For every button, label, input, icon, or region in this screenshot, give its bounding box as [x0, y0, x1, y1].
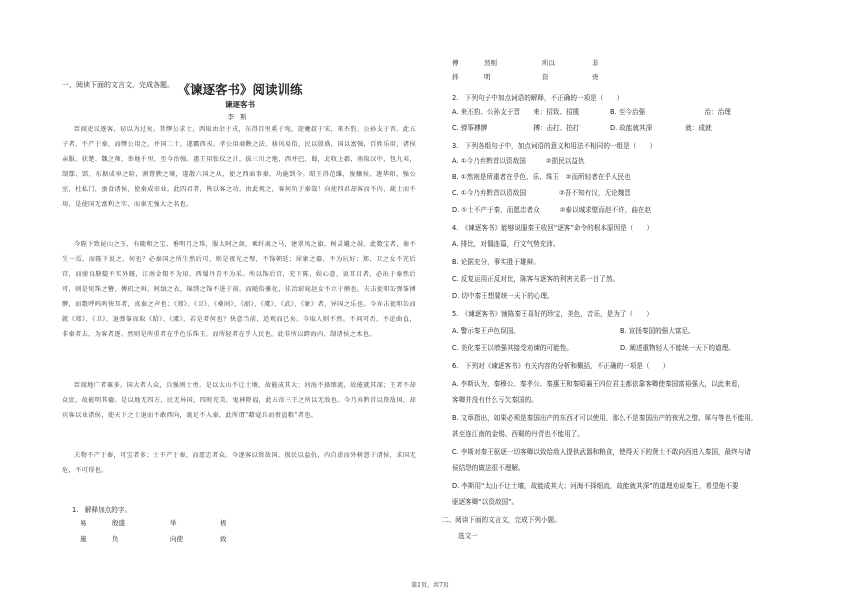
q5-option-d: D. 阐述重物轻人不能统一天下的道理。	[620, 344, 735, 352]
q1-stem: 1. 解释加点的字。	[72, 506, 132, 514]
q3-option-d: D. ①士不产于秦，而愿忠者众 ②泰以城求壁而赵不许，曲在赵	[452, 206, 652, 214]
q1-word: 殷盛	[112, 519, 125, 527]
passage-author: 李斯	[227, 113, 253, 121]
passage-paragraph-3: 臣闻地广者粟多，国大者人众，兵强则士勇。是以太山不让土壤，故能成其大；河海不择细流，故能就其深；王者不却众庶，故能明其德。是以地无四方，民无异国，四时充美，鬼神降福，此五帝三王之所以无敌也。今乃弃黔首以资敌国，却宾客以业诸侯，使天下之士退而不敢西向，裹足不入秦，此所谓“藉寇兵而赍盗粮”者也。	[62, 382, 416, 419]
q1-row-1	[80, 518, 260, 527]
passage-paragraph-1: 臣闻吏议逐客，窃以为过矣。昔缪公求士，西取由余于戎，东得百里奚于宛，迎蹇叔于宋，来丕豹、公孙支于晋。此五子者，不产于秦，而缪公用之，并国二十，遂霸西戎。孝公用商鞅之法，移风易俗，民以殷盛，国以富强，百姓乐用，诸侯亲服，获楚、魏之师，举地千里，至今治强。惠王用张仪之计，拔三川之地，西并巴、蜀，北收上郡，南取汉中，包九夷，制鄢、郢，东据成皋之险，割膏腴之壤，遂散六国之从，使之西面事秦，功施到今。昭王得范雎，废穰侯，逐华阳，强公室，杜私门，蚕食诸侯，使秦成帝业。此四君者，皆以客之功。由此观之，客何负于秦哉！向使四君却客而不内，疏士而不用，是使国无富利之实，而秦无强大之名也。	[62, 126, 416, 208]
q4-option-d: D. 切中秦王想要统一天下的心理。	[452, 292, 554, 300]
q2-option-a: A. 来丕豹、公孙支于晋 来：招致、招揽	[452, 108, 580, 116]
q6-option-d: D. 李斯用“太山不让土壤，故能成其大；河海不择细流，故能就其深”的道理劝说秦王，希望他不要	[452, 482, 739, 490]
q1-word: 举	[170, 519, 177, 527]
q3-option-a: A. ①今乃弃黔首以资敌国 ②损民以益仇	[452, 157, 585, 165]
q1-word: 极	[220, 519, 227, 527]
q1-word: 资	[542, 73, 549, 81]
q6-option-c: C. 李斯对秦王驱逐一切客卿以致给敌人提供武器和粮食，使得天下的贤士不敢向西进入秦国，最终与诸	[452, 448, 751, 456]
q6-option-a-cont: 客卿并没有什么亏欠秦国的。	[452, 396, 538, 404]
q1-word: 向使	[170, 535, 183, 543]
q1-word: 然则	[484, 59, 497, 67]
q1-word: 所以	[542, 59, 555, 67]
q1-word: 非	[592, 59, 599, 67]
q1-word: 择	[452, 73, 459, 81]
q2-option-d: D. 故能就其深 就：成就	[610, 124, 712, 132]
q1-word: 施	[80, 535, 87, 543]
q1-row-2	[80, 534, 260, 543]
q3-stem: 3. 下列各组句子中，加点词语的意义和用法不相同的一组是（ ）	[452, 142, 657, 150]
passage-title: 谏逐客书	[225, 100, 255, 109]
q6-option-c-cont: 侯结怨的做法很不理解。	[452, 464, 525, 472]
next-passage-label: 选文一	[458, 532, 478, 540]
q4-option-a: A. 排比，对偶连篇，行文气势充沛。	[452, 240, 560, 248]
q5-option-c: C. 美化秦王以增强其接受劝谏的可能性。	[452, 344, 573, 352]
q4-option-b: B. 论据充分，事实胜于雄辩。	[452, 258, 540, 266]
q5-option-a: A. 警示秦王声色误国。	[452, 327, 520, 335]
q2-stem: 2. 下列句子中加点词语的解释，不正确的一项是（ ）	[452, 94, 624, 102]
q1-word: 明	[484, 73, 491, 81]
page-title: 《谏逐客书》阅读训练	[177, 82, 303, 97]
q6-option-b: B. 文章指出，如果必须是秦国出产的东西才可以使用，那么不是秦国出产的夜光之璧、犀与等也不能用，	[452, 414, 758, 422]
q3-option-c: C. ①今乃弃黔首以资敌国 ②吾不知有汉，无论魏晋	[452, 189, 631, 197]
q4-stem: 4. 《谏逐客书》能够说服秦王收回“逐客”命令的根本原因是（ ）	[452, 224, 654, 232]
q5-option-b: B. 宣扬秦国的强大富足。	[620, 327, 695, 335]
q1-row-4	[452, 72, 632, 81]
q1-word: 傅	[452, 59, 459, 67]
q6-stem: 6. 下列对《谏逐客书》有关内容的分析和概括，不正确的一项是（ ）	[452, 362, 670, 370]
q1-word: 易	[80, 519, 87, 527]
page-footer: 第1页，共7页	[411, 582, 449, 589]
q5-stem: 5. 《谏逐客书》铺陈秦王喜好的珍宝，美色，音乐，是为了（ ）	[452, 310, 653, 318]
q4-option-c: C. 反复运用正反对比，陈客与逐客的利害关系一目了然。	[452, 275, 620, 283]
q1-word: 负	[112, 535, 119, 543]
q6-option-b-cont: 甚至连江南的金锡、西蜀的丹青也不能用了。	[452, 430, 584, 438]
passage-paragraph-2: 今陛下致昆山之玉，有随和之宝，垂明月之珠，服太阿之剑，乘纤离之马，建翠凤之旗，树灵鼍之鼓。此数宝者，秦不生一焉，而陛下说之，何也？必秦国之所生然后可，则是夜光之璧，不饰朝廷；犀象之器，不为玩好；郑、卫之女不充后宫，而骏良駃騠不实外厩，江南金锡不为用，西蜀丹青不为采。所以饰后宫，充下陈，娱心意，说耳目者，必出于秦然后可，则是宛珠之簪，傅玑之珥，阿缟之衣，锦绣之饰不进于前，而随俗雅化，佳冶窈窕赵女不立于侧也。夫击瓮叩缶弹筝搏髀，而歌呼呜呜快耳者，真秦之声也；《郑》、《卫》、《桑间》，《韶》、《虞》、《武》、《象》者，异国之乐也。今弃击瓮叩缶而就《郑》、《卫》，退弹筝而取《昭》、《虞》，若是者何也？快意当前，适观而已矣。今取人则不然。不问可否，不论曲直，非秦者去，为客者逐。然则是所重者在乎色乐珠玉，而所轻者在乎人民也。此非所以跨海内、制诸侯之术也。	[62, 241, 416, 338]
q6-option-a: A. 李斯认为，秦穆公、秦孝公、秦惠王和秦昭襄王四位君主都依靠客卿使秦国富裕强大，以此来看，	[452, 380, 745, 388]
q2-option-c: C. 弹筝搏髀 搏：击打、拍打	[452, 124, 580, 132]
passage-paragraph-4: 夫物不产于秦，可宝者多；士不产于秦，而愿忠者众。今逐客以资敌国，损民以益仇，内自虚而外树怨于诸侯，求国无危，不可得也。	[62, 452, 416, 474]
q3-option-b: B. ①然则是所重者在乎色、乐、珠玉 ②而所轻者在乎人民也	[452, 173, 631, 181]
q2-option-b: B. 至今治强 治：治理	[610, 108, 731, 116]
q6-option-d-cont: 驱逐客卿“以资敌国”。	[452, 498, 519, 506]
section-one-heading: 一、阅读下面的文言文，完成各题。	[62, 81, 174, 89]
q1-word: 致	[220, 535, 227, 543]
q1-row-3	[452, 58, 632, 67]
section-two-heading: 二、阅读下面的文言文，完成下列小题。	[442, 516, 561, 524]
q1-word: 赍	[592, 73, 599, 81]
